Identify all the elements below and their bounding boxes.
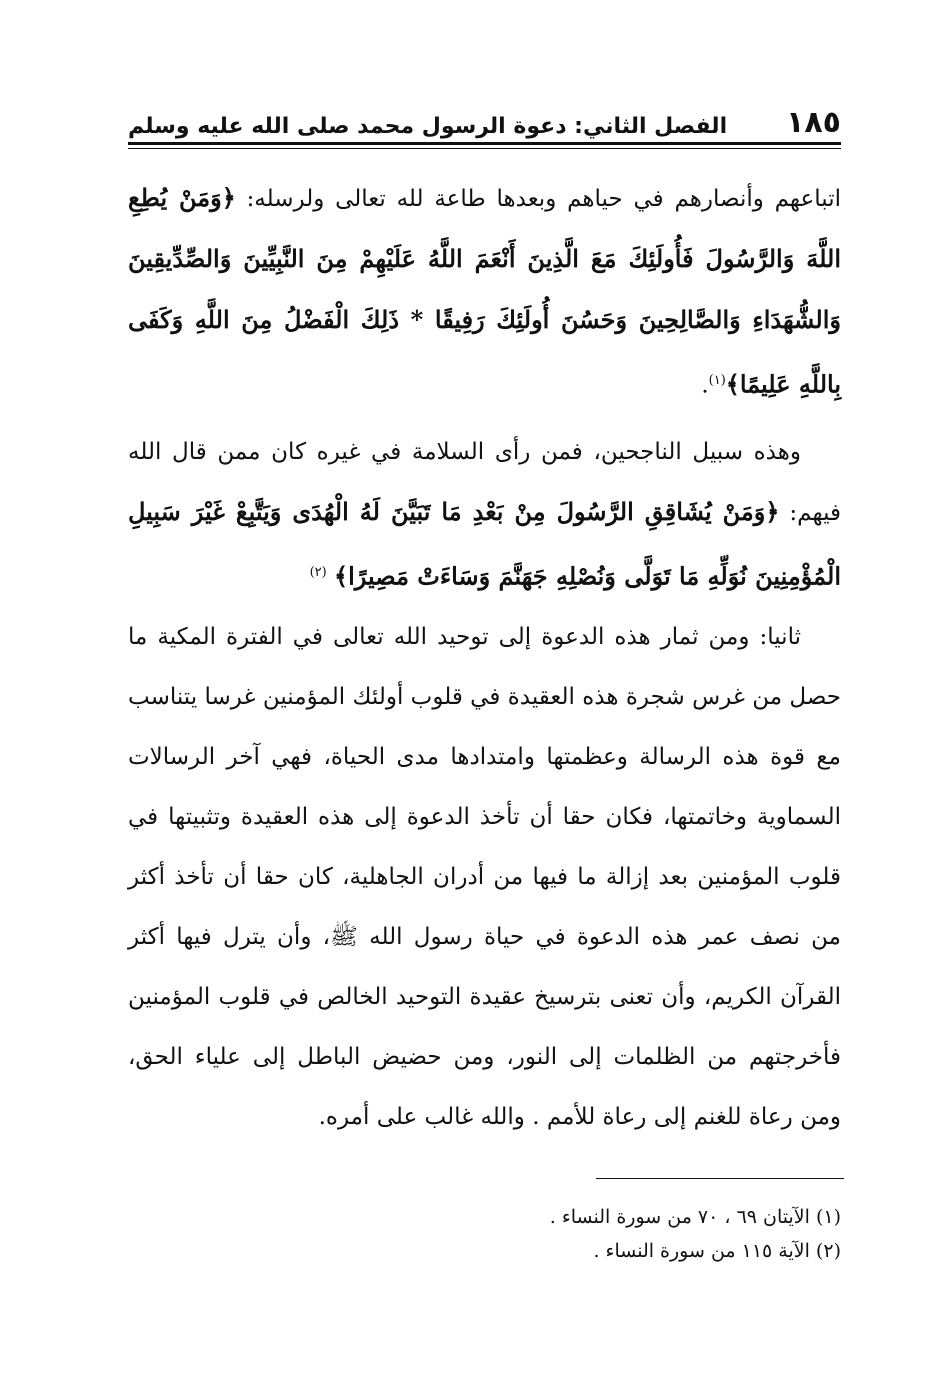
quran-verse-1: ﴿وَمَنْ يُطِعِ اللَّهَ وَالرَّسُولَ فَأُولَئِكَ مَعَ الَّذِينَ أَنْعَمَ اللَّهُ عَلَيْهِمْ مِنَ النَّبِيِّينَ وَالصِّدِّيقِينَ وَالشُّهَدَاءِ وَالصَّالِحِينَ وَحَسُنَ أُولَئِكَ رَفِيقًا * ذَلِكَ الْفَضْلُ مِنَ اللَّهِ وَكَفَى بِاللَّهِ عَلِيمًا﴾ <box>128 183 841 399</box>
paragraph-1 <box>128 168 841 416</box>
footnote-ref-1: (١) <box>708 373 726 388</box>
footnotes <box>128 1200 841 1268</box>
paragraph-3: ثانيا: ومن ثمار هذه الدعوة إلى توحيد الله تعالى في الفترة المكية ما حصل من غرس شجرة هذه العقيدة في قلوب أولئك المؤمنين غرسا يتناسب مع قوة هذه الرسالة وعظمتها وامتدادها مدى الحياة، فهي آخر الرسالات السماوية وخاتمتها، فكان حقا أن تأخذ الدعوة إلى هذه العقيدة وتثبيتها في قلوب المؤمنين بعد إزالة ما فيها من أدران الجاهلية، كان حقا أن تأخذ أكثر من نصف عمر هذه الدعوة في حياة رسول الله ﷺ، وأن يترل فيها أكثر القرآن الكريم، وأن تعنى بترسيخ عقيدة التوحيد الخالص في قلوب المؤمنين فأخرجتهم من الظلمات إلى النور، ومن حضيض الباطل إلى علياء الحق، ومن رعاة للغنم إلى رعاة للأمم . والله غالب على أمره. <box>128 624 841 1131</box>
footnote-2: (٢) الآية ١١٥ من سورة النساء . <box>593 1240 841 1262</box>
body-text <box>128 168 841 1147</box>
footnote-rule <box>596 1178 844 1179</box>
running-title: الفصل الثاني: دعوة الرسول محمد صلى الله عليه وسلم <box>128 114 728 139</box>
page-header <box>128 96 841 138</box>
paragraph-2-lead: وهذه سبيل الناجحين، فمن رأى السلامة في غيره كان ممن قال الله فيهم: <box>128 438 842 526</box>
paragraph-2 <box>128 422 841 608</box>
paragraph-1-end: . <box>701 372 709 399</box>
footnote-1: (١) الآيتان ٦٩ ، ٧٠ من سورة النساء . <box>549 1206 841 1228</box>
quran-verse-2: ﴿وَمَنْ يُشَاقِقِ الرَّسُولَ مِنْ بَعْدِ مَا تَبَيَّنَ لَهُ الْهُدَى وَيَتَّبِعْ غَيْرَ سَبِيلِ الْمُؤْمِنِينَ نُوَلِّهِ مَا تَوَلَّى وَنُصْلِهِ جَهَنَّمَ وَسَاءَتْ مَصِيرًا﴾ <box>128 496 841 591</box>
paragraph-1-lead: اتباعهم وأنصارهم في حياهم وبعدها طاعة لله تعالى ولرسله: <box>246 186 841 212</box>
page-number: ١٨٥ <box>786 105 841 140</box>
footnote-ref-2: (٢) <box>309 564 327 580</box>
header-rule <box>128 142 841 149</box>
